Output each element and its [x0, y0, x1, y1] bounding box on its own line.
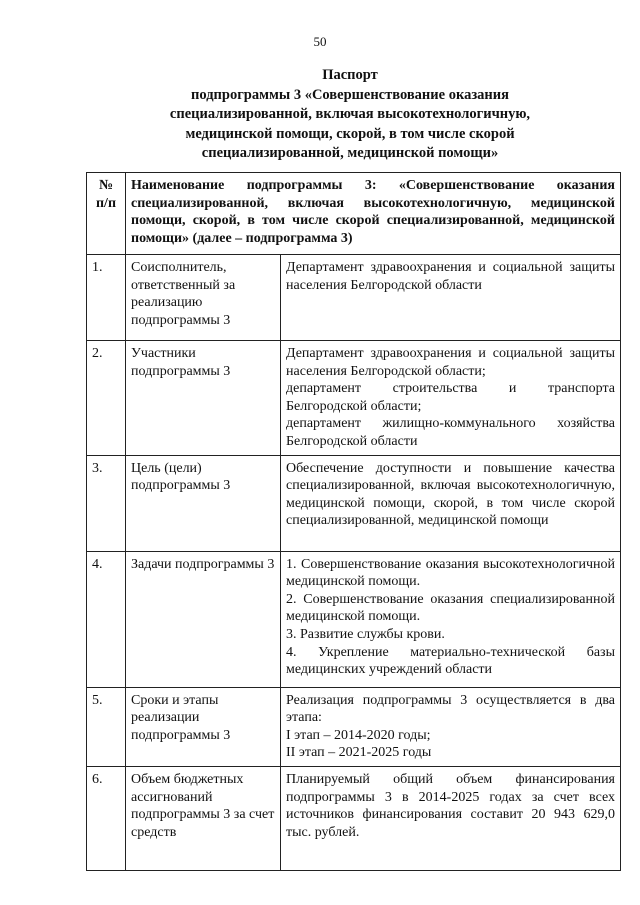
title-line: Паспорт [322, 67, 378, 83]
table-row [87, 341, 621, 456]
title-line: специализированной, медицинской помощи» [201, 145, 499, 161]
value-line: Департамент здравоохранения и социальной защиты населения Белгородской области; [286, 346, 615, 379]
title-line: специализированной, включая высокотехнологичную, [169, 106, 531, 122]
row-value [281, 551, 621, 687]
row-label: Задачи подпрограммы 3 [126, 551, 281, 687]
value-line: департамент жилищно-коммунального хозяйства Белгородской области [286, 416, 615, 449]
value-line: Департамент здравоохранения и социальной защиты населения Белгородской области [286, 260, 615, 293]
row-num: 5. [87, 687, 126, 766]
row-label: Цель (цели) подпрограммы 3 [126, 455, 281, 551]
table-row [87, 687, 621, 766]
title-line: медицинской помощи, скорой, в том числе скорой [185, 125, 515, 142]
row-num: 6. [87, 766, 126, 870]
title-line: подпрограммы 3 «Совершенствование оказания [191, 86, 509, 103]
passport-table [86, 172, 621, 871]
row-value [281, 255, 621, 341]
row-value [281, 766, 621, 870]
header-num-cell: № п/п [87, 173, 126, 255]
value-line: департамент строительства и транспорта Белгородской области; [286, 381, 615, 414]
table-row [87, 551, 621, 687]
value-line: Планируемый общий объем финансирования подпрограммы 3 в 2014-2025 годах за счет всех источников финансирования составит 20 943 629,0 тыс. рублей. [286, 771, 615, 840]
table-row [87, 255, 621, 341]
document-title [60, 66, 640, 164]
page-number: 50 [313, 34, 327, 49]
table-header-row [87, 173, 621, 255]
row-value [281, 455, 621, 551]
value-line: 2. Совершенствование оказания специализированной медицинской помощи. [286, 591, 615, 625]
row-value [281, 341, 621, 456]
row-num: 3. [87, 455, 126, 551]
row-label: Сроки и этапы реализации подпрограммы 3 [126, 687, 281, 766]
row-value [281, 687, 621, 766]
row-num: 1. [87, 255, 126, 341]
value-line: Обеспечение доступности и повышение качества специализированной, включая высокотехнологичную, медицинской помощи, скорой, в том числе скорой специализированной, медицинской помощи [286, 460, 615, 529]
header-subprogram-name: Наименование подпрограммы 3: «Совершенствование оказания специализированной, включая высокотехнологичную, медицинской помощи, скорой, в том числе скорой специализированной, медицинской помощи» (далее – подпрограмма 3) [126, 173, 621, 255]
value-line: 1. Совершенствование оказания высокотехнологичной медицинской помощи. [286, 556, 615, 590]
value-line: 4. Укрепление материально-технической базы медицинских учреждений области [286, 644, 615, 678]
value-line: I этап – 2014-2020 годы; [286, 727, 431, 743]
value-line: II этап – 2021-2025 годы [286, 745, 432, 761]
table-row [87, 455, 621, 551]
row-num: 2. [87, 341, 126, 456]
value-line: Реализация подпрограммы 3 осуществляется в два этапа: [286, 692, 615, 726]
table-row [87, 766, 621, 870]
row-label: Участники подпрограммы 3 [126, 341, 281, 456]
row-label: Соисполнитель, ответственный за реализацию подпрограммы 3 [126, 255, 281, 341]
row-label: Объем бюджетных ассигнований подпрограммы 3 за счет средств [126, 766, 281, 870]
row-num: 4. [87, 551, 126, 687]
value-line: 3. Развитие службы крови. [286, 626, 445, 642]
